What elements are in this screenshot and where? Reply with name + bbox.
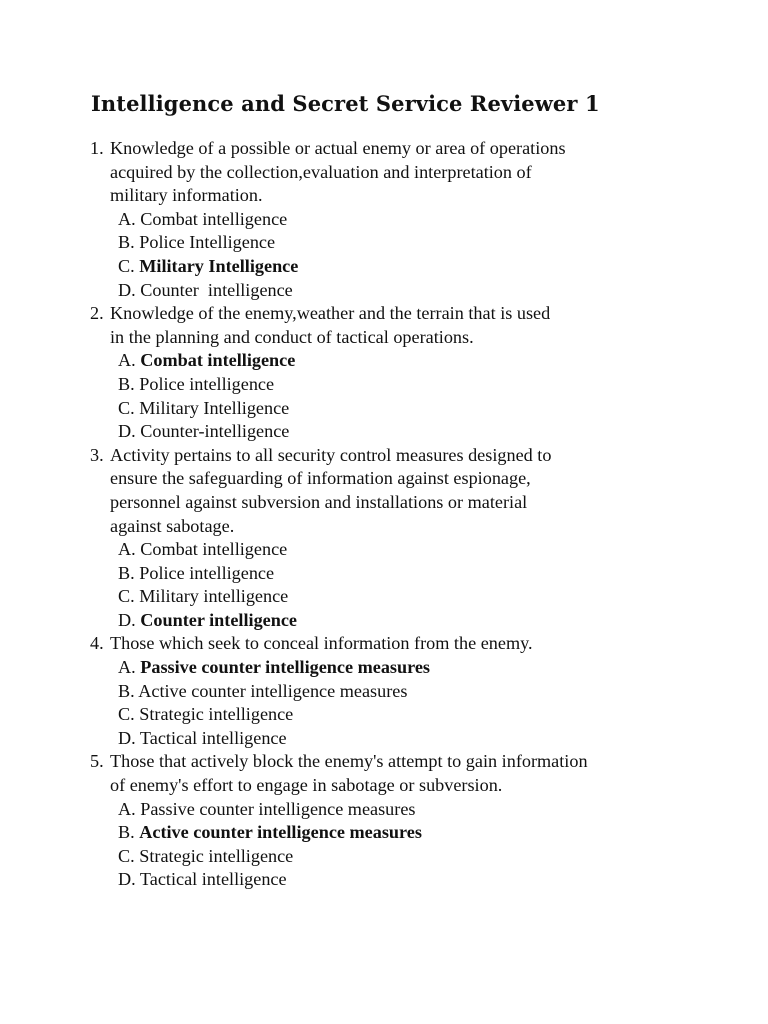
question-continuation-line — [90, 774, 730, 798]
question-text: military information. — [110, 185, 263, 206]
option-letter: B. — [118, 562, 135, 583]
option-letter: D. — [118, 869, 136, 890]
answer-option — [90, 231, 730, 255]
question-number: 4. — [90, 633, 104, 654]
question-text: personnel against subversion and installations or material — [110, 491, 528, 512]
option-letter: B. — [118, 373, 135, 394]
question-item — [90, 302, 730, 444]
option-letter: B. — [118, 680, 135, 701]
question-text: Those that actively block the enemy's attempt to gain information — [110, 751, 588, 772]
question-text: of enemy's effort to engage in sabotage or subversion. — [110, 775, 503, 796]
option-letter: A. — [118, 657, 136, 678]
option-text: Military intelligence — [139, 586, 289, 607]
question-text-line — [90, 444, 730, 468]
option-letter: C. — [118, 255, 135, 276]
question-continuation-line — [90, 515, 730, 539]
question-text: Knowledge of a possible or actual enemy or area of operations — [110, 138, 566, 158]
answer-option — [90, 397, 730, 421]
question-item — [90, 137, 730, 302]
option-letter: A. — [118, 208, 136, 229]
answer-option — [90, 845, 730, 869]
question-continuation-line — [90, 491, 730, 515]
answer-option — [90, 798, 730, 822]
answer-option — [90, 680, 730, 704]
question-text: Knowledge of the enemy,weather and the terrain that is used — [110, 303, 551, 324]
correct-answer-text: Counter intelligence — [140, 609, 297, 630]
correct-answer-text: Military Intelligence — [139, 255, 299, 276]
question-number: 1. — [90, 138, 104, 158]
answer-option — [90, 373, 730, 397]
question-text: ensure the safeguarding of information against espionage, — [110, 468, 531, 489]
question-text-line — [90, 750, 730, 774]
option-letter: D. — [118, 279, 136, 300]
answer-option-correct — [90, 609, 730, 633]
question-list — [90, 137, 730, 892]
option-letter: C. — [118, 845, 135, 866]
question-continuation-line — [90, 326, 730, 350]
option-text: Tactical intelligence — [139, 727, 287, 748]
option-text: Police intelligence — [139, 373, 275, 394]
question-item — [90, 444, 730, 633]
answer-option — [90, 703, 730, 727]
option-letter: C. — [118, 397, 135, 418]
document-title: Intelligence and Secret Service Reviewer 1 — [91, 91, 600, 116]
option-text: Tactical intelligence — [139, 869, 287, 890]
answer-option-correct — [90, 821, 730, 845]
option-letter: A. — [118, 539, 136, 560]
correct-answer-text: Active counter intelligence measures — [139, 822, 422, 843]
option-text: Strategic intelligence — [139, 704, 294, 725]
question-text: against sabotage. — [110, 515, 235, 536]
question-item — [90, 750, 730, 892]
option-text: Counter intelligence — [140, 279, 293, 300]
question-item — [90, 632, 730, 750]
option-text: Combat intelligence — [140, 539, 288, 560]
option-letter: D. — [118, 609, 136, 630]
answer-option-correct — [90, 349, 730, 373]
option-letter: D. — [118, 727, 136, 748]
question-text: in the planning and conduct of tactical operations. — [110, 326, 474, 347]
question-text: acquired by the collection,evaluation and interpretation of — [110, 161, 532, 182]
option-text: Active counter intelligence measures — [138, 680, 408, 701]
correct-answer-text: Combat intelligence — [140, 350, 296, 371]
answer-option-correct — [90, 656, 730, 680]
option-text: Counter-intelligence — [140, 421, 290, 442]
answer-option — [90, 420, 730, 444]
correct-answer-text: Passive counter intelligence measures — [140, 657, 431, 678]
option-letter: A. — [118, 350, 136, 371]
answer-option — [90, 727, 730, 751]
option-text: Military Intelligence — [139, 397, 290, 418]
question-text: Activity pertains to all security control measures designed to — [110, 444, 552, 465]
option-text: Police intelligence — [139, 562, 275, 583]
answer-option — [90, 538, 730, 562]
question-text-line — [90, 302, 730, 326]
option-text: Strategic intelligence — [139, 845, 294, 866]
option-letter: A. — [118, 798, 136, 819]
question-continuation-line — [90, 467, 730, 491]
answer-option — [90, 279, 730, 303]
question-number: 2. — [90, 303, 104, 324]
answer-option — [90, 585, 730, 609]
question-text-line — [90, 632, 730, 656]
question-continuation-line — [90, 161, 730, 185]
option-letter: C. — [118, 586, 135, 607]
question-continuation-line — [90, 184, 730, 208]
option-letter: C. — [118, 704, 135, 725]
option-letter: D. — [118, 421, 136, 442]
question-text: Those which seek to conceal information from the enemy. — [110, 633, 533, 654]
option-text: Combat intelligence — [140, 208, 288, 229]
answer-option — [90, 562, 730, 586]
option-letter: B. — [118, 232, 135, 253]
question-text-line — [90, 137, 730, 161]
answer-option — [90, 868, 730, 892]
answer-option — [90, 208, 730, 232]
option-letter: B. — [118, 822, 135, 843]
answer-option-correct — [90, 255, 730, 279]
option-text: Passive counter intelligence measures — [140, 798, 416, 819]
question-number: 5. — [90, 751, 104, 772]
option-text: Police Intelligence — [139, 232, 276, 253]
question-number: 3. — [90, 444, 104, 465]
